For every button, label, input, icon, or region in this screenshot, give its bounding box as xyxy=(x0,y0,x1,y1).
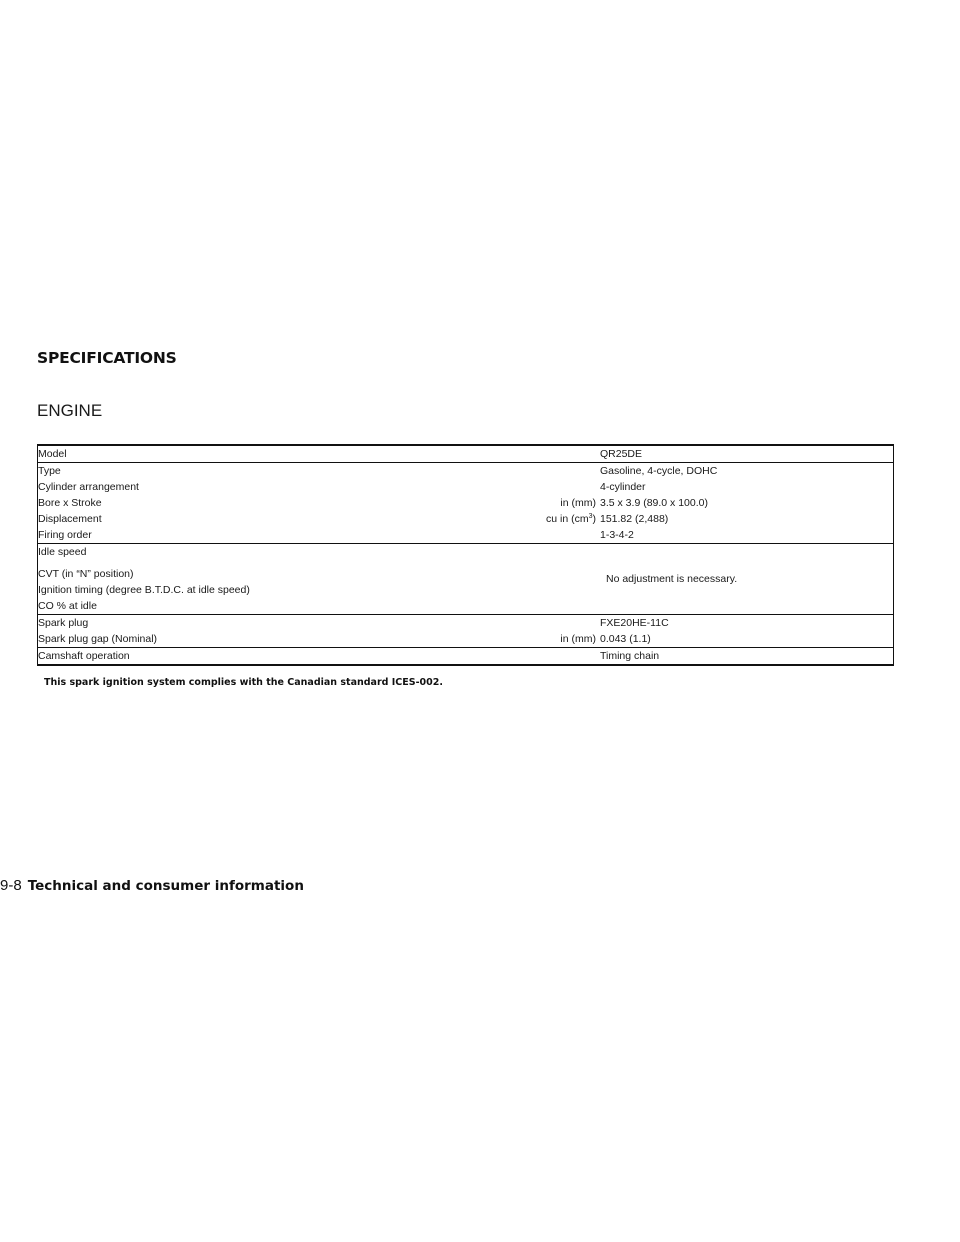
spec-group-idle xyxy=(38,544,894,615)
spec-value: FXE20HE-11C xyxy=(600,617,669,629)
spec-label: Displacement xyxy=(38,513,102,525)
spec-value: 3.5 x 3.9 (89.0 x 100.0) xyxy=(600,497,708,509)
spec-unit: in (mm) xyxy=(560,497,596,509)
spec-row xyxy=(38,463,600,479)
spec-label: Spark plug gap (Nominal) xyxy=(38,633,158,645)
page-footer xyxy=(0,877,304,894)
compliance-note: This spark ignition system complies with the Canadian standard ICES-002. xyxy=(44,677,443,688)
spec-label: Idle speed xyxy=(38,546,87,558)
spec-value: Timing chain xyxy=(600,650,660,662)
spec-unit-suffix: ) xyxy=(592,513,596,525)
spec-label: CVT (in “N” position) xyxy=(38,568,134,580)
spec-label: Model xyxy=(38,448,67,460)
spec-unit-superscript: 3 xyxy=(588,513,593,520)
spec-label: Firing order xyxy=(38,529,92,541)
spec-label: Camshaft operation xyxy=(38,650,130,662)
spec-unit: in (mm) xyxy=(560,633,596,645)
spec-label: CO % at idle xyxy=(38,600,97,612)
spec-label: Type xyxy=(38,465,61,477)
section-title: SPECIFICATIONS xyxy=(37,349,177,367)
spec-row xyxy=(38,495,600,511)
spec-value: 1-3-4-2 xyxy=(600,529,634,541)
spec-row xyxy=(38,527,600,543)
chapter-title: Technical and consumer information xyxy=(27,878,304,894)
spec-row xyxy=(38,479,600,495)
engine-spec-table xyxy=(37,444,894,666)
spec-label: Ignition timing (degree B.T.D.C. at idle speed) xyxy=(38,584,250,596)
spec-label: Bore x Stroke xyxy=(38,497,102,509)
spec-row xyxy=(38,446,600,462)
spec-group-model xyxy=(38,445,894,463)
subsection-title: ENGINE xyxy=(37,401,103,420)
spec-value: 151.82 (2,488) xyxy=(600,513,669,525)
spec-label: Spark plug xyxy=(38,617,89,629)
spec-row xyxy=(38,511,600,527)
spec-group-engine-basics xyxy=(38,463,894,544)
spec-value: 4-cylinder xyxy=(600,481,646,493)
spec-row xyxy=(38,631,600,647)
spec-value: QR25DE xyxy=(600,448,643,460)
spec-merged-value: No adjustment is necessary. xyxy=(606,573,738,585)
spec-group-camshaft xyxy=(38,648,894,666)
spec-value: Gasoline, 4-cycle, DOHC xyxy=(600,465,718,477)
spec-unit-prefix: cu in (cm xyxy=(546,513,589,525)
spec-unit xyxy=(546,511,600,527)
page-number: 9-8 xyxy=(0,877,22,894)
spec-label: Cylinder arrangement xyxy=(38,481,139,493)
spec-row xyxy=(38,648,600,664)
spec-row xyxy=(38,615,600,631)
spec-group-spark-plug xyxy=(38,615,894,648)
spec-value: 0.043 (1.1) xyxy=(600,633,651,645)
